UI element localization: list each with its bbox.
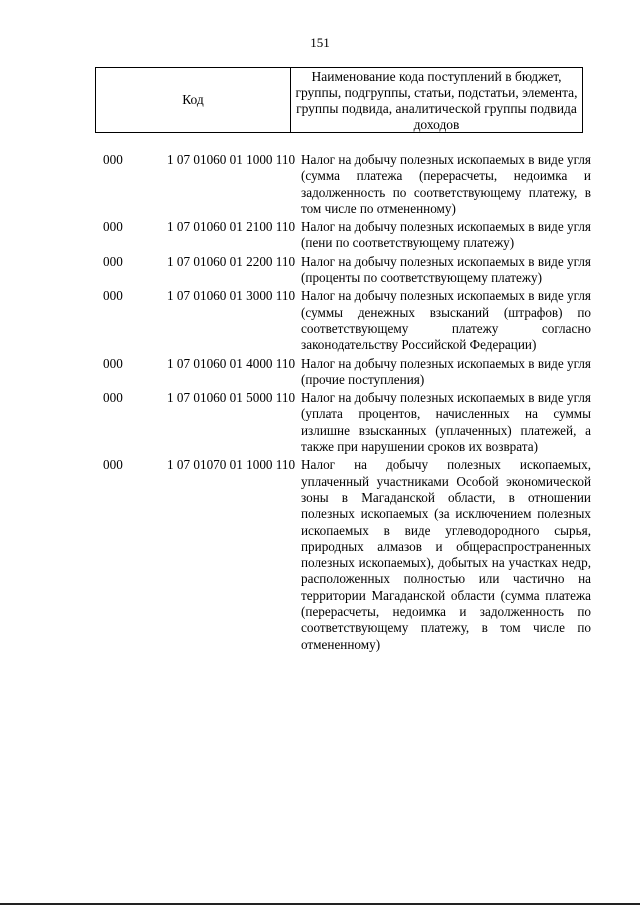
revenue-name: Налог на добычу полезных ископаемых, уплаченный участниками Особой экономической зоны в Магаданской области, в отношении полезных ископаемых (за исключением полезных ископаемых в виде углеводородного сырья, природных алмазов и общераспространенных полезных ископаемых), добытых на участках недр, расположенных полностью или частично на территории Магаданской области (сумма платежа (перерасчеты, недоимка и задолженность по соответствующему платежу, в том числе по отмененному) (301, 457, 591, 652)
table-row (0, 152, 640, 217)
table-row (0, 356, 640, 389)
revenue-name: Налог на добычу полезных ископаемых в виде угля (суммы денежных взысканий (штрафов) по соответствующему платежу согласно законодательству Российской Федерации) (301, 288, 591, 353)
revenue-code: 1 07 01060 01 5000 110 (167, 390, 296, 406)
admin-code: 000 (103, 288, 123, 304)
table-header (95, 67, 583, 133)
column-header-name: Наименование кода поступлений в бюджет, группы, подгруппы, статьи, подстатьи, элемента, группы подвида, аналитической группы подвида доходов (295, 69, 578, 132)
revenue-name: Налог на добычу полезных ископаемых в виде угля (пени по соответствующему платежу) (301, 219, 591, 251)
table-row (0, 254, 640, 287)
table-row (0, 219, 640, 252)
revenue-name: Налог на добычу полезных ископаемых в виде угля (сумма платежа (перерасчеты, недоимка и задолженность по соответствующему платежу, в том числе по отмененному) (301, 152, 591, 216)
revenue-code-list (0, 152, 640, 655)
column-header-code: Код (96, 68, 291, 132)
revenue-code: 1 07 01070 01 1000 110 (167, 457, 296, 473)
revenue-name: Налог на добычу полезных ископаемых в виде угля (прочие поступления) (301, 355, 591, 387)
revenue-code: 1 07 01060 01 4000 110 (167, 355, 296, 371)
admin-code: 000 (103, 457, 123, 473)
revenue-name: Налог на добычу полезных ископаемых в виде угля (проценты по соответствующему платежу) (301, 253, 591, 286)
revenue-code: 1 07 01060 01 2100 110 (167, 219, 296, 235)
admin-code: 000 (103, 355, 123, 371)
admin-code: 000 (103, 219, 123, 235)
revenue-code: 1 07 01060 01 2200 110 (167, 253, 296, 269)
revenue-name: Налог на добычу полезных ископаемых в виде угля (уплата процентов, начисленных на суммы излишне взысканных (уплаченных) платежей, а также при нарушении сроков их возврата) (301, 390, 591, 455)
table-row (0, 457, 640, 653)
admin-code: 000 (103, 253, 123, 269)
admin-code: 000 (103, 152, 123, 167)
table-row (0, 288, 640, 353)
revenue-code: 1 07 01060 01 3000 110 (167, 288, 296, 304)
table-row (0, 390, 640, 455)
revenue-code: 1 07 01060 01 1000 110 (167, 152, 296, 167)
page-number: 151 (310, 35, 330, 50)
admin-code: 000 (103, 390, 123, 406)
